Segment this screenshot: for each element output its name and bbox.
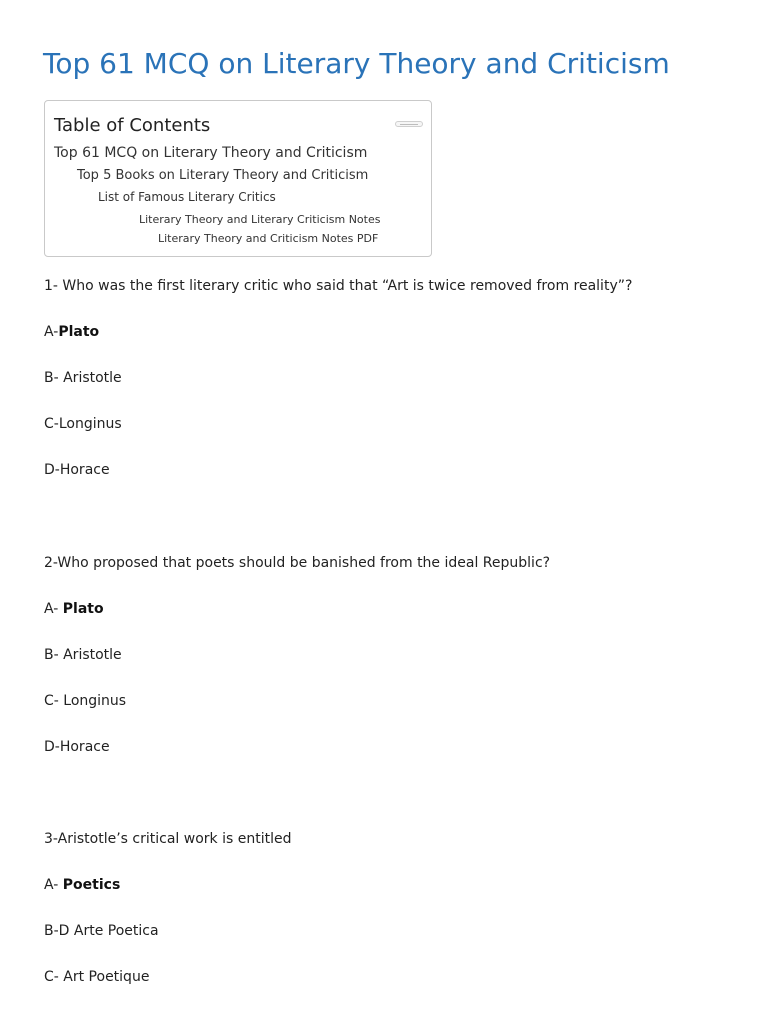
option-prefix: D- [44, 739, 60, 755]
option-a [44, 322, 99, 342]
question-number: 1- [44, 278, 58, 294]
toc-toggle-button[interactable] [395, 121, 423, 127]
option-prefix: B- [44, 923, 59, 939]
option-text: Aristotle [63, 370, 122, 386]
toc-link-books[interactable]: Top 5 Books on Literary Theory and Criticism [77, 168, 369, 183]
option-prefix: C- [44, 693, 64, 709]
option-prefix: A- [44, 324, 59, 340]
option-answer-text: Plato [58, 324, 100, 340]
table-of-contents [44, 100, 432, 257]
option-text: Horace [59, 739, 110, 755]
question-1 [44, 276, 632, 296]
question-text: Aristotle’s critical work is entitled [57, 831, 292, 847]
option-prefix: B- [44, 647, 64, 663]
option-prefix: A- [44, 877, 63, 893]
option-c [44, 691, 126, 711]
option-answer-text: Plato [62, 601, 104, 617]
question-number: 2- [44, 555, 58, 571]
option-text: Art Poetique [63, 969, 150, 985]
option-b [44, 368, 122, 388]
option-text: Aristotle [63, 647, 122, 663]
toc-heading: Table of Contents [54, 115, 211, 136]
toc-link-notes-pdf[interactable]: Literary Theory and Criticism Notes PDF [158, 232, 379, 245]
toc-link-mcq[interactable]: Top 61 MCQ on Literary Theory and Criticism [54, 145, 368, 161]
hamburger-icon [400, 124, 418, 125]
toc-link-critics[interactable]: List of Famous Literary Critics [98, 190, 276, 204]
option-text: Longinus [63, 693, 127, 709]
question-3 [44, 829, 291, 849]
option-prefix: D- [44, 462, 60, 478]
option-b [44, 645, 122, 665]
option-a [44, 599, 104, 619]
option-b [44, 921, 159, 941]
option-text: D Arte Poetica [58, 923, 159, 939]
question-2 [44, 553, 550, 573]
option-prefix: C- [44, 969, 64, 985]
option-prefix: C- [44, 416, 59, 432]
question-text: Who was the first literary critic who said that “Art is twice removed from reality”? [57, 278, 633, 294]
option-d [44, 460, 110, 480]
option-c [44, 414, 122, 434]
toc-link-notes[interactable]: Literary Theory and Literary Criticism Notes [139, 213, 381, 226]
option-d [44, 737, 110, 757]
page-title: Top 61 MCQ on Literary Theory and Criticism [43, 47, 670, 80]
option-c [44, 967, 149, 987]
option-answer-text: Poetics [62, 877, 121, 893]
option-text: Longinus [58, 416, 122, 432]
option-a [44, 875, 120, 895]
option-prefix: A- [44, 601, 63, 617]
option-prefix: B- [44, 370, 64, 386]
question-text: Who proposed that poets should be banished from the ideal Republic? [57, 555, 551, 571]
option-text: Horace [59, 462, 110, 478]
question-number: 3- [44, 831, 58, 847]
